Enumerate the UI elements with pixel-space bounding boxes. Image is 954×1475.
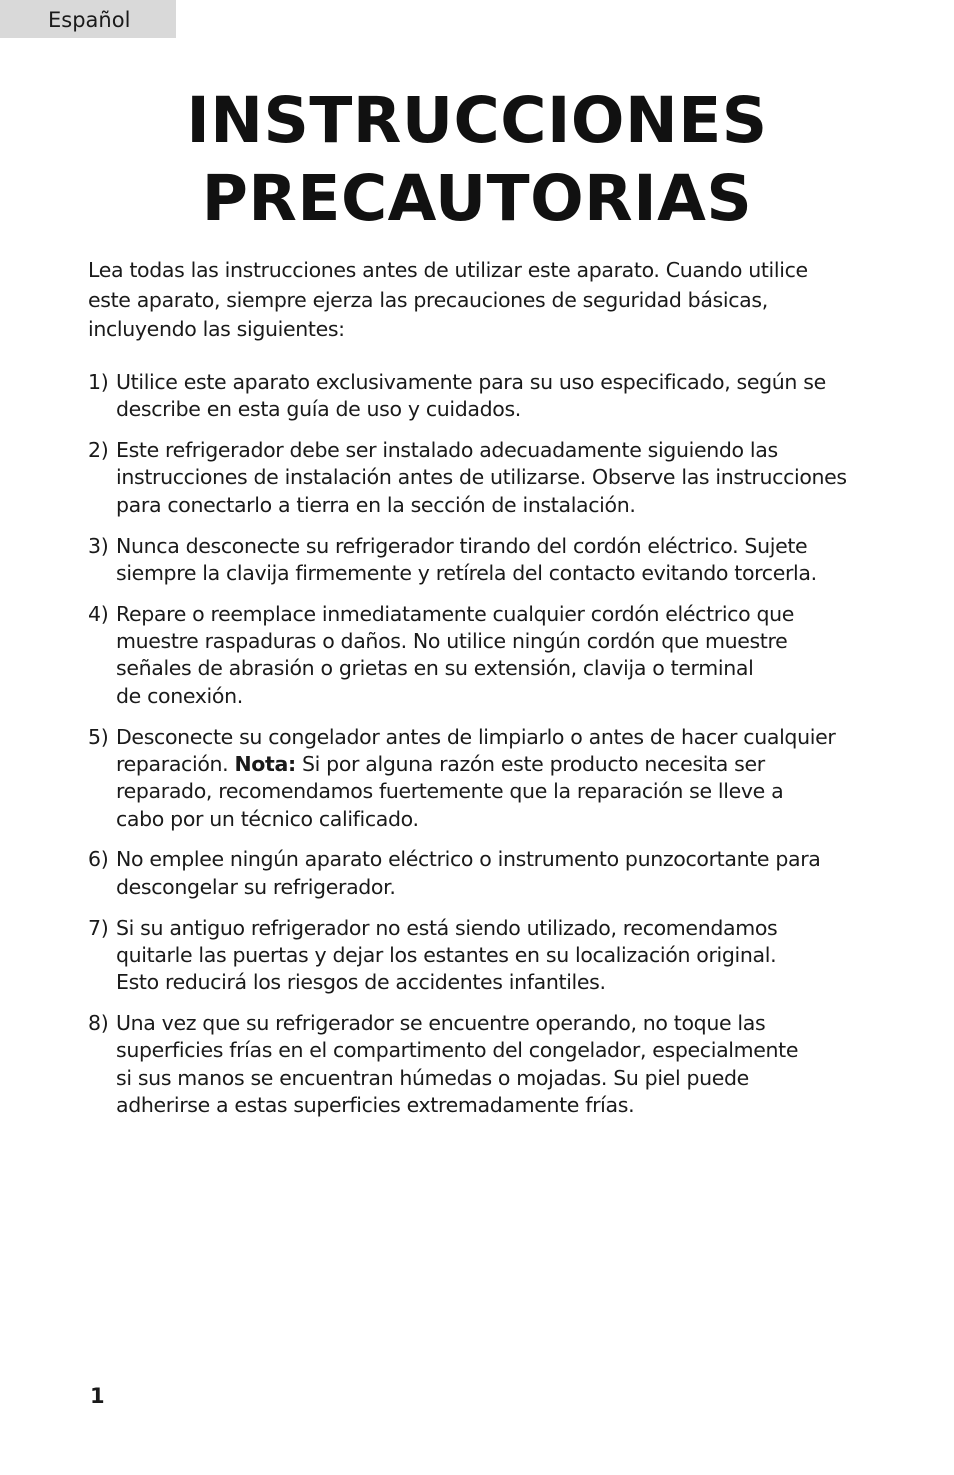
item-number: 3) — [88, 533, 109, 558]
page-number: 1 — [90, 1384, 105, 1408]
item-line: adherirse a estas superficies extremadamente frías. — [116, 1092, 635, 1117]
item-line: para conectarlo a tierra en la sección de instalación. — [116, 492, 636, 517]
list-item — [88, 724, 858, 833]
item-line: siempre la clavija firmemente y retírela del contacto evitando torcerla. — [116, 560, 817, 585]
intro-line: incluyendo las siguientes: — [88, 317, 345, 341]
item-line: Repare o reemplace inmediatamente cualquier cordón eléctrico que — [116, 601, 795, 626]
item-number: 4) — [88, 601, 109, 626]
note-label: Nota: — [234, 751, 296, 776]
item-line: quitarle las puertas y dejar los estantes en su localización original. — [116, 942, 777, 967]
title-line: PRECAUTORIAS — [201, 162, 753, 235]
item-line: Si su antiguo refrigerador no está siendo utilizado, recomendamos — [116, 915, 778, 940]
title-line: INSTRUCCIONES — [186, 84, 768, 157]
item-line: No emplee ningún aparato eléctrico o instrumento punzocortante para — [116, 847, 821, 872]
item-number: 2) — [88, 438, 109, 463]
item-line: instrucciones de instalación antes de utilizarse. Observe las instrucciones — [116, 465, 847, 490]
item-number: 1) — [88, 370, 109, 394]
item-number: 7) — [88, 915, 109, 940]
intro-line: este aparato, siempre ejerza las precauciones de seguridad básicas, — [88, 287, 768, 312]
list-item — [88, 437, 858, 519]
item-line: descongelar su refrigerador. — [116, 874, 396, 899]
item-number: 5) — [88, 724, 109, 749]
list-item — [88, 601, 858, 710]
list-item — [88, 533, 858, 588]
item-line: Nunca desconecte su refrigerador tirando del cordón eléctrico. Sujete — [116, 533, 808, 558]
item-line: reparado, recomendamos fuertemente que la reparación se lleve a — [116, 779, 784, 804]
item-line: Desconecte su congelador antes de limpiarlo o antes de hacer cualquier — [116, 724, 836, 749]
item-line: señales de abrasión o grietas en su extensión, clavija o terminal — [116, 656, 754, 681]
intro-line: Lea todas las instrucciones antes de utilizar este aparato. Cuando utilice — [88, 258, 808, 282]
page-title — [0, 82, 954, 238]
precautions-list — [88, 369, 858, 1133]
intro-paragraph — [88, 256, 848, 345]
item-line: Utilice este aparato exclusivamente para su uso especificado, según se — [116, 370, 826, 394]
item-line: si sus manos se encuentran húmedas o mojadas. Su piel puede — [116, 1065, 749, 1090]
item-line: muestre raspaduras o daños. No utilice ningún cordón que muestre — [116, 629, 788, 654]
item-text: Si por alguna razón este producto necesita ser — [295, 751, 765, 776]
item-line: Esto reducirá los riesgos de accidentes infantiles. — [116, 970, 606, 995]
item-number: 6) — [88, 847, 109, 872]
item-line: Una vez que su refrigerador se encuentre operando, no toque las — [116, 1011, 766, 1036]
item-line: cabo por un técnico calificado. — [116, 806, 419, 831]
list-item — [88, 846, 858, 901]
item-number: 8) — [88, 1011, 109, 1036]
list-item — [88, 915, 858, 997]
item-line: de conexión. — [116, 683, 243, 708]
item-line: superficies frías en el compartimento del congelador, especialmente — [116, 1038, 799, 1063]
list-item — [88, 1010, 858, 1119]
item-line — [116, 751, 858, 778]
item-line: describe en esta guía de uso y cuidados. — [116, 397, 521, 422]
item-text: reparación. — [116, 751, 235, 776]
list-item — [88, 369, 858, 424]
item-line: Este refrigerador debe ser instalado adecuadamente siguiendo las — [116, 438, 778, 463]
language-tab: Español — [0, 0, 176, 38]
